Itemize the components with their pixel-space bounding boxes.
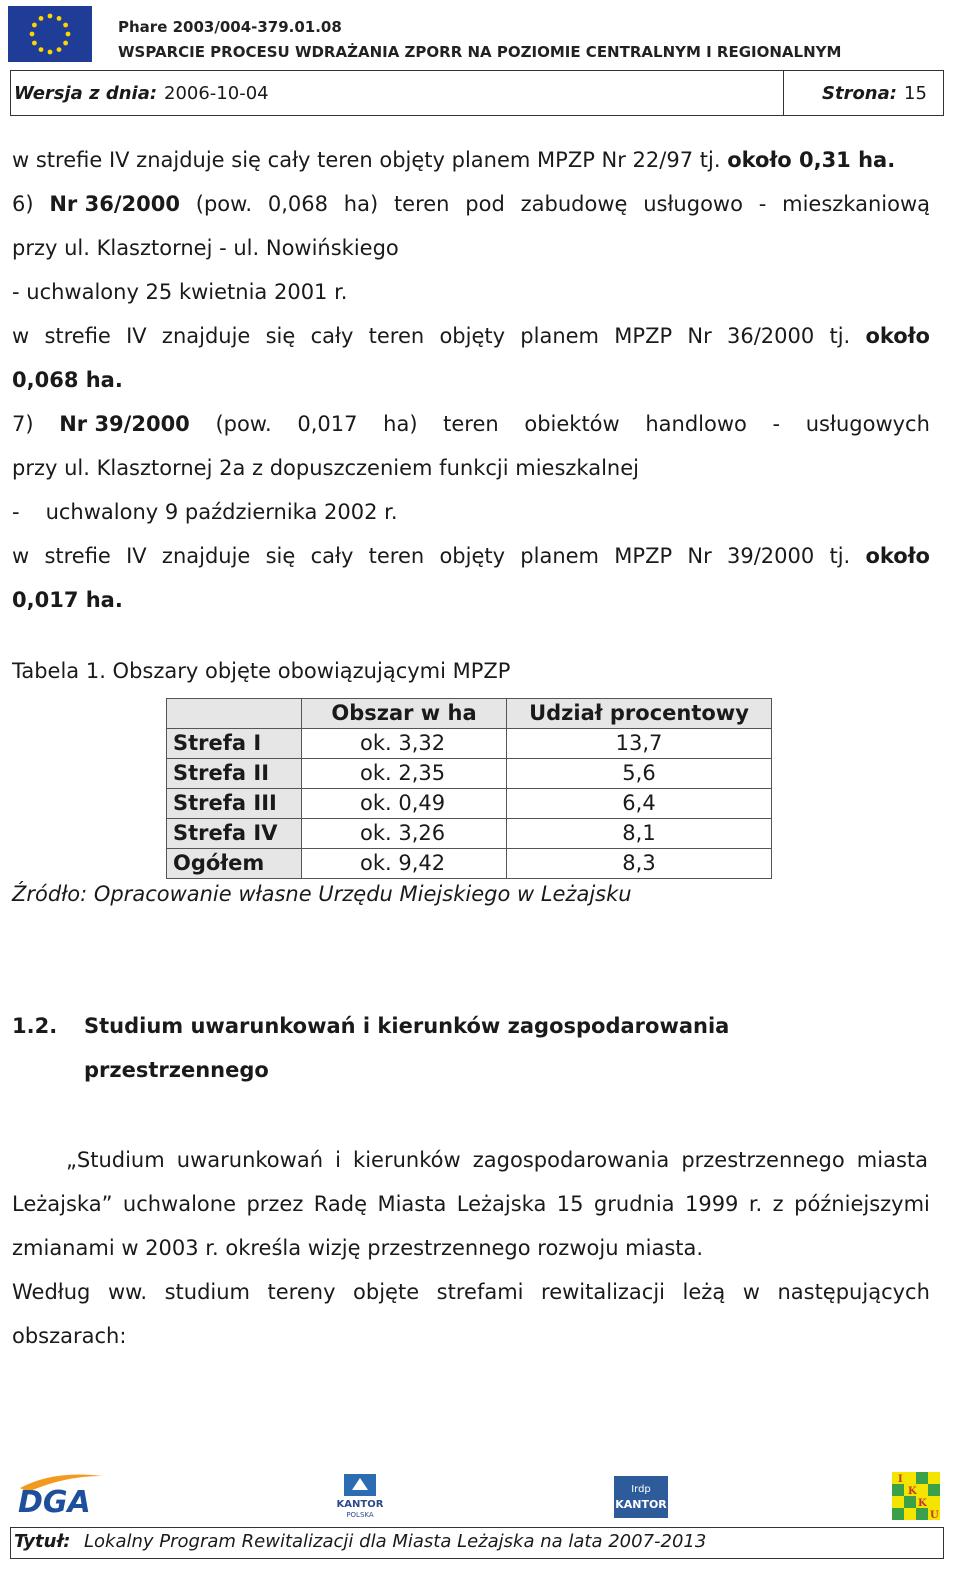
eu-star: [63, 41, 68, 46]
svg-text:U: U: [930, 1510, 939, 1520]
table-row: [167, 759, 772, 789]
eu-star: [39, 47, 44, 52]
table-row: [167, 789, 772, 819]
irdp-kantor-logo: [612, 1474, 670, 1522]
kantor-polska-logo: [332, 1474, 388, 1522]
table-row-label: Strefa III: [167, 789, 302, 819]
paragraph-line: obszarach:: [12, 1324, 127, 1348]
eu-star: [48, 14, 53, 19]
eu-star: [30, 32, 35, 37]
eu-star: [39, 16, 44, 21]
paragraph-line: Według ww. studium tereny objęte strefami rewitalizacji leżą w następujących: [12, 1280, 930, 1304]
table-cell-area: ok. 3,32: [302, 729, 507, 759]
table-header-cell: Obszar w ha: [302, 699, 507, 729]
text-line-justified: w strefie IV znajduje się cały teren objęty planem MPZP Nr 36/2000 tj. około: [12, 324, 930, 348]
table-cell-share: 6,4: [507, 789, 772, 819]
version-value: 2006-10-04: [164, 83, 269, 104]
table-row: [167, 819, 772, 849]
svg-text:K: K: [918, 1498, 927, 1509]
dga-logo: [14, 1468, 104, 1520]
text-line: przy ul. Klasztornej 2a z dopuszczeniem funkcji mieszkalnej: [12, 456, 639, 480]
paragraph-line: „Studium uwarunkowań i kierunków zagospodarowania przestrzennego miasta: [66, 1148, 928, 1172]
table-cell-share: 8,3: [507, 849, 772, 879]
ikku-logo: [892, 1472, 940, 1520]
page-label: Strona:: [822, 83, 897, 104]
svg-text:POLSKA: POLSKA: [346, 1511, 374, 1519]
table-cell-share: 8,1: [507, 819, 772, 849]
table-cell-share: 5,6: [507, 759, 772, 789]
text-line: 0,068 ha.: [12, 368, 123, 392]
text-line: w strefie IV znajduje się cały teren objęty planem MPZP Nr 22/97 tj. około 0,31 ha.: [12, 148, 896, 172]
table-source: Źródło: Opracowanie własne Urzędu Miejskiego w Leżajsku: [12, 882, 632, 906]
section-title-cont: przestrzennego: [84, 1058, 269, 1082]
table-row-label: Strefa II: [167, 759, 302, 789]
text-line: 0,017 ha.: [12, 588, 123, 612]
table-cell-area: ok. 2,35: [302, 759, 507, 789]
table-row-label: Ogółem: [167, 849, 302, 879]
table-header-cell: Udział procentowy: [507, 699, 772, 729]
table-cell-share: 13,7: [507, 729, 772, 759]
text-line: - uchwalony 25 kwietnia 2001 r.: [12, 280, 348, 304]
footer-title-label: Tytuł:: [14, 1531, 71, 1552]
eu-flag-icon: [8, 6, 92, 62]
eu-star: [57, 47, 62, 52]
eu-star: [66, 32, 71, 37]
section-number: 1.2.: [12, 1014, 58, 1038]
page-number: 15: [904, 83, 927, 104]
text-line: - uchwalony 9 października 2002 r.: [12, 500, 398, 524]
table-caption: Tabela 1. Obszary objęte obowiązującymi MPZP: [12, 659, 511, 683]
table-row: [167, 729, 772, 759]
eu-star: [48, 50, 53, 55]
text-line-justified: 7) Nr 39/2000 (pow. 0,017 ha) teren obiektów handlowo - usługowych: [12, 412, 930, 436]
section-title: Studium uwarunkowań i kierunków zagospodarowania: [84, 1014, 730, 1038]
svg-text:Irdp: Irdp: [631, 1484, 651, 1495]
program-title: WSPARCIE PROCESU WDRAŻANIA ZPORR NA POZIOMIE CENTRALNYM I REGIONALNYM: [118, 43, 842, 61]
svg-text:I: I: [898, 1474, 903, 1485]
table-row-total: [167, 849, 772, 879]
table-cell-area: ok. 3,26: [302, 819, 507, 849]
svg-text:K: K: [908, 1486, 917, 1497]
eu-star: [63, 23, 68, 28]
version-label: Wersja z dnia:: [14, 83, 158, 104]
svg-text:KANTOR: KANTOR: [615, 1498, 667, 1511]
eu-star: [57, 16, 62, 21]
footer-title-value: Lokalny Program Rewitalizacji dla Miasta Leżajska na lata 2007-2013: [84, 1531, 707, 1552]
svg-text:DGA: DGA: [18, 1485, 91, 1520]
table-header-cell: [167, 699, 302, 729]
project-code: Phare 2003/004-379.01.08: [118, 18, 342, 36]
table-cell-area: ok. 0,49: [302, 789, 507, 819]
paragraph-line: Leżajska” uchwalone przez Radę Miasta Leżajska 15 grudnia 1999 r. z późniejszymi: [12, 1192, 930, 1216]
svg-text:KANTOR: KANTOR: [336, 1499, 384, 1510]
eu-star: [32, 41, 37, 46]
table-cell-area: ok. 9,42: [302, 849, 507, 879]
text-line-justified: w strefie IV znajduje się cały teren objęty planem MPZP Nr 39/2000 tj. około: [12, 544, 930, 568]
text-line-justified: 6) Nr 36/2000 (pow. 0,068 ha) teren pod zabudowę usługowo - mieszkaniową: [12, 192, 930, 216]
text-line: przy ul. Klasztornej - ul. Nowińskiego: [12, 236, 399, 260]
paragraph-line: zmianami w 2003 r. określa wizję przestrzennego rozwoju miasta.: [12, 1236, 704, 1260]
mpzp-table: [166, 698, 772, 879]
table-row-label: Strefa I: [167, 729, 302, 759]
table-header-row: [167, 699, 772, 729]
eu-star: [32, 23, 37, 28]
table-row-label: Strefa IV: [167, 819, 302, 849]
